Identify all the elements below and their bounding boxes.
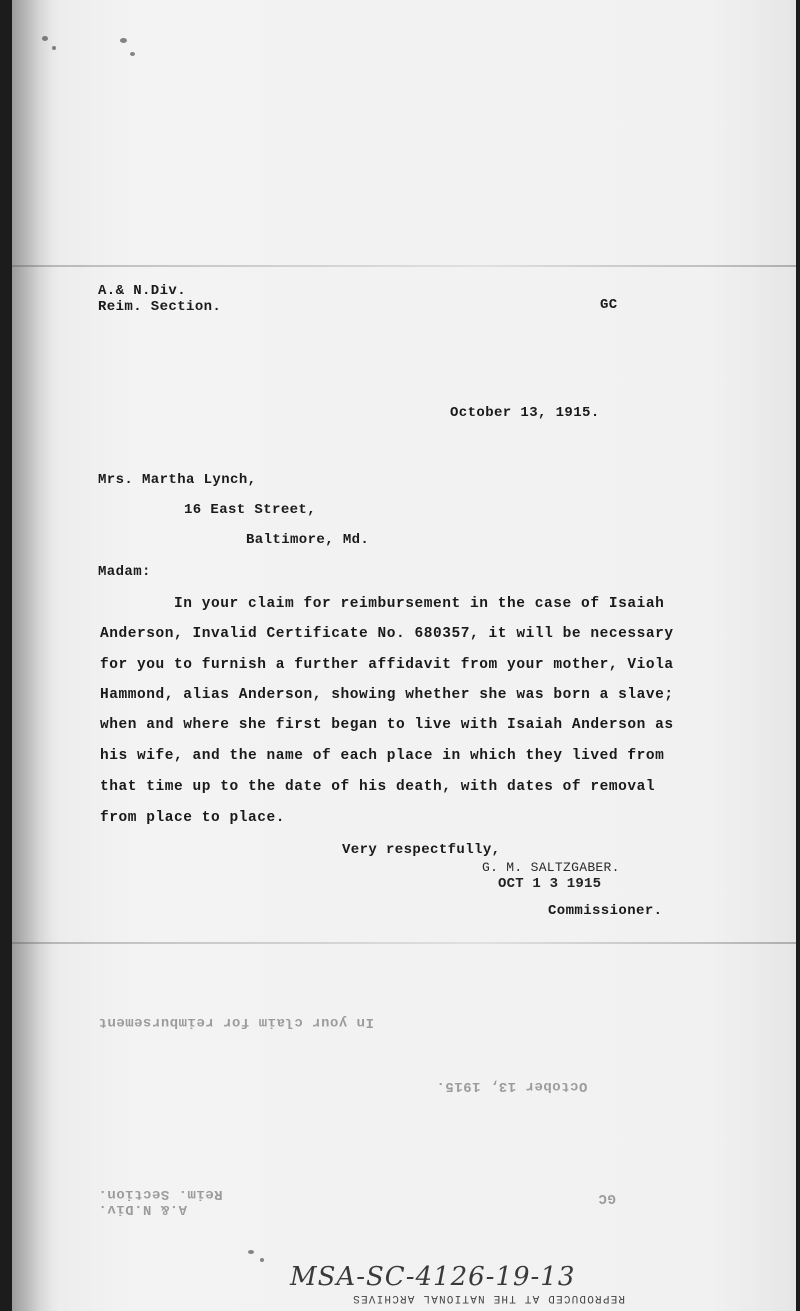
body-line: his wife, and the name of each place in which they lived from — [100, 748, 665, 764]
page-fold-top — [12, 265, 796, 267]
page-fold-bottom — [12, 942, 796, 944]
bleed-through-division-2: A.& N.Div. — [98, 1201, 188, 1217]
body-line: Hammond, alias Anderson, showing whether she was born a slave; — [100, 687, 674, 703]
division-line-2: Reim. Section. — [98, 299, 222, 315]
typist-initials: GC — [600, 297, 618, 313]
date-stamp: OCT 1 3 1915 — [498, 876, 602, 892]
ink-smudge — [120, 38, 127, 43]
handwritten-reference: MSA-SC-4126-19-13 — [290, 1262, 576, 1292]
ink-smudge — [52, 46, 56, 50]
body-line: for you to furnish a further affidavit from your mother, Viola — [100, 657, 674, 673]
body-line: In your claim for reimbursement in the case of Isaiah — [174, 596, 665, 612]
archive-notice: REPRODUCED AT THE NATIONAL ARCHIVES — [352, 1292, 626, 1304]
body-line: from place to place. — [100, 810, 286, 826]
recipient-name: Mrs. Martha Lynch, — [98, 472, 257, 488]
ink-smudge — [248, 1250, 254, 1254]
closing: Very respectfully, — [342, 842, 501, 858]
body-line: when and where she first began to live with Isaiah Anderson as — [100, 717, 674, 733]
scan-shadow-edge — [12, 0, 58, 1311]
bleed-through-date: October 13, 1915. — [436, 1078, 588, 1094]
recipient-city: Baltimore, Md. — [246, 532, 370, 548]
bleed-through-division-1: Reim. Section. — [98, 1186, 223, 1202]
ink-smudge — [260, 1258, 264, 1262]
signature: G. M. SALTZGABER. — [482, 860, 620, 875]
body-line: that time up to the date of his death, with dates of removal — [100, 779, 656, 795]
ink-smudge — [42, 36, 48, 41]
body-line: Anderson, Invalid Certificate No. 680357, it will be necessary — [100, 626, 674, 642]
salutation: Madam: — [98, 564, 151, 580]
document-page — [12, 0, 796, 1311]
bleed-through-initials: GC — [598, 1190, 616, 1206]
signer-title: Commissioner. — [548, 903, 663, 919]
recipient-street: 16 East Street, — [184, 502, 317, 518]
bleed-through-body: In your claim for reimbursement — [98, 1014, 374, 1030]
division-line-1: A.& N.Div. — [98, 283, 187, 299]
letter-date: October 13, 1915. — [450, 405, 600, 421]
ink-smudge — [130, 52, 135, 56]
